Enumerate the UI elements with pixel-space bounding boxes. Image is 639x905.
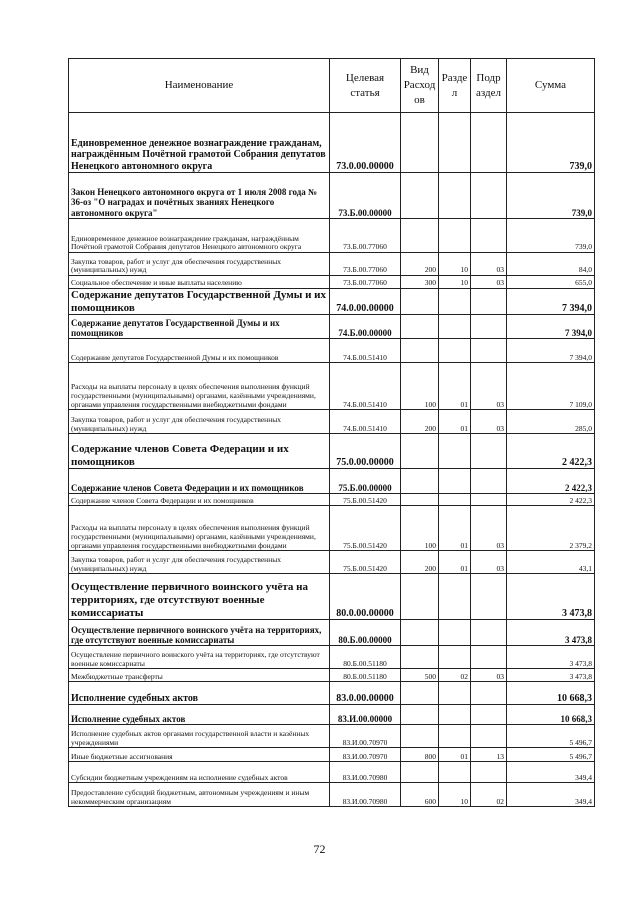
row-target: 73.Б.00.77060 [330,276,401,289]
row-sum: 285,0 [507,410,595,434]
table-row [69,469,595,494]
row-razdel [439,574,471,620]
row-razdel: 01 [439,551,471,574]
header-target: Целевая статья [330,59,401,113]
row-razdel: 01 [439,748,471,762]
table-row [69,620,595,646]
row-target: 74.Б.00.00000 [330,315,401,339]
row-vid [401,705,439,725]
table-row [69,253,595,276]
row-vid: 300 [401,276,439,289]
table-row [69,173,595,219]
row-podrazdel [471,339,507,363]
row-podrazdel [471,173,507,219]
table-row [69,705,595,725]
row-razdel [439,705,471,725]
row-name: Содержание депутатов Государственной Думы и их помощников [69,339,330,363]
row-razdel: 01 [439,506,471,551]
row-sum: 349,4 [507,762,595,783]
row-sum: 2 422,3 [507,469,595,494]
row-name: Содержание депутатов Государственной Думы и их помощников [69,315,330,339]
page-number: 72 [313,842,326,856]
table-row [69,748,595,762]
row-target: 74.Б.00.51410 [330,410,401,434]
row-name: Расходы на выплаты персоналу в целях обеспечения выполнения функций государственными (муниципальными) органами, казёнными учреждениями, органами управления государственными внебюджетными фондами [69,363,330,410]
row-name: Социальное обеспечение и иные выплаты населению [69,276,330,289]
row-name: Исполнение судебных актов органами государственной власти и казённых учреждениями [69,725,330,748]
row-target: 83.И.00.70980 [330,783,401,807]
row-podrazdel: 03 [471,506,507,551]
row-name: Осуществление первичного воинского учёта на территориях, где отсутствуют военные комиссариаты [69,646,330,669]
table-row [69,762,595,783]
row-target: 83.И.00.70980 [330,762,401,783]
row-podrazdel [471,620,507,646]
row-name: Содержание депутатов Государственной Думы и их помощников [69,289,330,315]
row-name: Содержание членов Совета Федерации и их помощников [69,494,330,506]
row-sum: 739,0 [507,173,595,219]
header-summa: Сумма [507,59,595,113]
table-header-row [69,59,595,113]
row-razdel [439,113,471,173]
row-vid: 500 [401,669,439,682]
table-row [69,506,595,551]
row-target: 73.Б.00.77060 [330,219,401,253]
row-sum: 3 473,8 [507,574,595,620]
row-sum: 2 379,2 [507,506,595,551]
row-podrazdel [471,762,507,783]
row-vid [401,620,439,646]
row-sum: 10 668,3 [507,682,595,705]
row-name: Закупка товаров, работ и услуг для обеспечения государственных (муниципальных) нужд [69,551,330,574]
row-razdel [439,725,471,748]
row-name: Содержание членов Совета Федерации и их помощников [69,469,330,494]
row-razdel: 10 [439,253,471,276]
row-podrazdel [471,574,507,620]
row-razdel [439,339,471,363]
row-podrazdel: 13 [471,748,507,762]
row-vid [401,574,439,620]
table-row [69,682,595,705]
row-vid [401,762,439,783]
budget-table [68,58,595,807]
row-podrazdel [471,469,507,494]
row-vid [401,219,439,253]
row-sum: 3 473,8 [507,646,595,669]
row-target: 75.Б.00.00000 [330,469,401,494]
row-name: Исполнение судебных актов [69,705,330,725]
table-row [69,363,595,410]
table-row [69,289,595,315]
row-podrazdel [471,315,507,339]
row-sum: 655,0 [507,276,595,289]
row-target: 74.0.00.00000 [330,289,401,315]
row-vid: 100 [401,506,439,551]
row-vid [401,646,439,669]
row-vid: 200 [401,551,439,574]
row-vid [401,469,439,494]
row-razdel: 10 [439,276,471,289]
row-podrazdel: 03 [471,551,507,574]
row-target: 75.Б.00.51420 [330,494,401,506]
row-razdel: 10 [439,783,471,807]
header-vid: Вид Расход ов [401,59,439,113]
row-vid: 100 [401,363,439,410]
row-razdel [439,646,471,669]
row-podrazdel [471,725,507,748]
row-razdel: 02 [439,669,471,682]
row-razdel: 01 [439,363,471,410]
row-podrazdel [471,219,507,253]
row-target: 74.Б.00.51410 [330,339,401,363]
row-podrazdel: 03 [471,363,507,410]
row-vid [401,434,439,469]
row-razdel [439,219,471,253]
row-name: Закупка товаров, работ и услуг для обеспечения государственных (муниципальных) нужд [69,410,330,434]
header-name: Наименование [69,59,330,113]
row-sum: 739,0 [507,219,595,253]
table-row [69,725,595,748]
row-target: 75.0.00.00000 [330,434,401,469]
row-sum: 2 422,3 [507,494,595,506]
row-vid [401,682,439,705]
row-razdel [439,620,471,646]
row-sum: 7 109,0 [507,363,595,410]
row-sum: 739,0 [507,113,595,173]
row-name: Закон Ненецкого автономного округа от 1 июля 2008 года № 36-оз "О наградах и почётных званиях Ненецкого автономного округа" [69,173,330,219]
row-sum: 2 422,3 [507,434,595,469]
row-sum: 7 394,0 [507,339,595,363]
row-vid [401,494,439,506]
table-row [69,646,595,669]
row-sum: 5 496,7 [507,725,595,748]
row-target: 80.Б.00.00000 [330,620,401,646]
table-row [69,410,595,434]
row-podrazdel [471,646,507,669]
row-target: 75.Б.00.51420 [330,506,401,551]
row-podrazdel: 03 [471,253,507,276]
header-razdel: Разде л [439,59,471,113]
row-target: 73.Б.00.00000 [330,173,401,219]
row-name: Иные бюджетные ассигнования [69,748,330,762]
row-name: Единовременное денежное вознаграждение гражданам, награждённым Почётной грамотой Собрания депутатов Ненецкого автономного округа [69,219,330,253]
row-target: 73.0.00.00000 [330,113,401,173]
row-name: Межбюджетные трансферты [69,669,330,682]
row-podrazdel [471,434,507,469]
row-sum: 7 394,0 [507,289,595,315]
table-row [69,113,595,173]
row-vid [401,725,439,748]
row-sum: 43,1 [507,551,595,574]
row-vid: 600 [401,783,439,807]
row-podrazdel: 03 [471,276,507,289]
row-target: 83.И.00.70970 [330,748,401,762]
header-podrazdel: Подр аздел [471,59,507,113]
row-podrazdel [471,113,507,173]
table-row [69,434,595,469]
row-target: 73.Б.00.77060 [330,253,401,276]
row-podrazdel: 03 [471,410,507,434]
row-sum: 3 473,8 [507,669,595,682]
row-name: Содержание членов Совета Федерации и их помощников [69,434,330,469]
row-target: 83.0.00.00000 [330,682,401,705]
table-row [69,574,595,620]
row-podrazdel [471,289,507,315]
row-name: Единовременное денежное вознаграждение гражданам, награждённым Почётной грамотой Собрания депутатов Ненецкого автономного округа [69,113,330,173]
row-vid: 200 [401,253,439,276]
table-row [69,339,595,363]
row-vid [401,315,439,339]
row-razdel [439,289,471,315]
row-razdel [439,315,471,339]
row-target: 80.Б.00.51180 [330,646,401,669]
row-target: 80.0.00.00000 [330,574,401,620]
row-sum: 5 496,7 [507,748,595,762]
row-sum: 3 473,8 [507,620,595,646]
row-sum: 7 394,0 [507,315,595,339]
row-podrazdel [471,682,507,705]
row-podrazdel: 03 [471,669,507,682]
row-vid [401,339,439,363]
row-name: Осуществление первичного воинского учёта на территориях, где отсутствуют военные комиссариаты [69,574,330,620]
row-razdel [439,173,471,219]
row-razdel: 01 [439,410,471,434]
row-razdel [439,682,471,705]
table-row [69,276,595,289]
row-target: 74.Б.00.51410 [330,363,401,410]
row-name: Субсидии бюджетным учреждениям на исполнение судебных актов [69,762,330,783]
row-vid [401,173,439,219]
row-name: Закупка товаров, работ и услуг для обеспечения государственных (муниципальных) нужд [69,253,330,276]
row-name: Исполнение судебных актов [69,682,330,705]
row-vid: 800 [401,748,439,762]
row-razdel [439,494,471,506]
row-target: 80.Б.00.51180 [330,669,401,682]
row-target: 75.Б.00.51420 [330,551,401,574]
row-podrazdel [471,705,507,725]
row-razdel [439,762,471,783]
row-target: 83.И.00.00000 [330,705,401,725]
row-sum: 10 668,3 [507,705,595,725]
row-vid: 200 [401,410,439,434]
row-target: 83.И.00.70970 [330,725,401,748]
row-vid [401,113,439,173]
table-row [69,551,595,574]
row-podrazdel: 02 [471,783,507,807]
row-razdel [439,434,471,469]
row-vid [401,289,439,315]
row-razdel [439,469,471,494]
table-row [69,494,595,506]
row-name: Расходы на выплаты персоналу в целях обеспечения выполнения функций государственными (муниципальными) органами, казёнными учреждениями, органами управления государственными внебюджетными фондами [69,506,330,551]
row-sum: 349,4 [507,783,595,807]
table-row [69,315,595,339]
row-podrazdel [471,494,507,506]
table-row [69,669,595,682]
row-name: Осуществление первичного воинского учёта на территориях, где отсутствуют военные комиссариаты [69,620,330,646]
row-sum: 84,0 [507,253,595,276]
table-row [69,219,595,253]
table-row [69,783,595,807]
row-name: Предоставление субсидий бюджетным, автономным учреждениям и иным некоммерческим организациям [69,783,330,807]
